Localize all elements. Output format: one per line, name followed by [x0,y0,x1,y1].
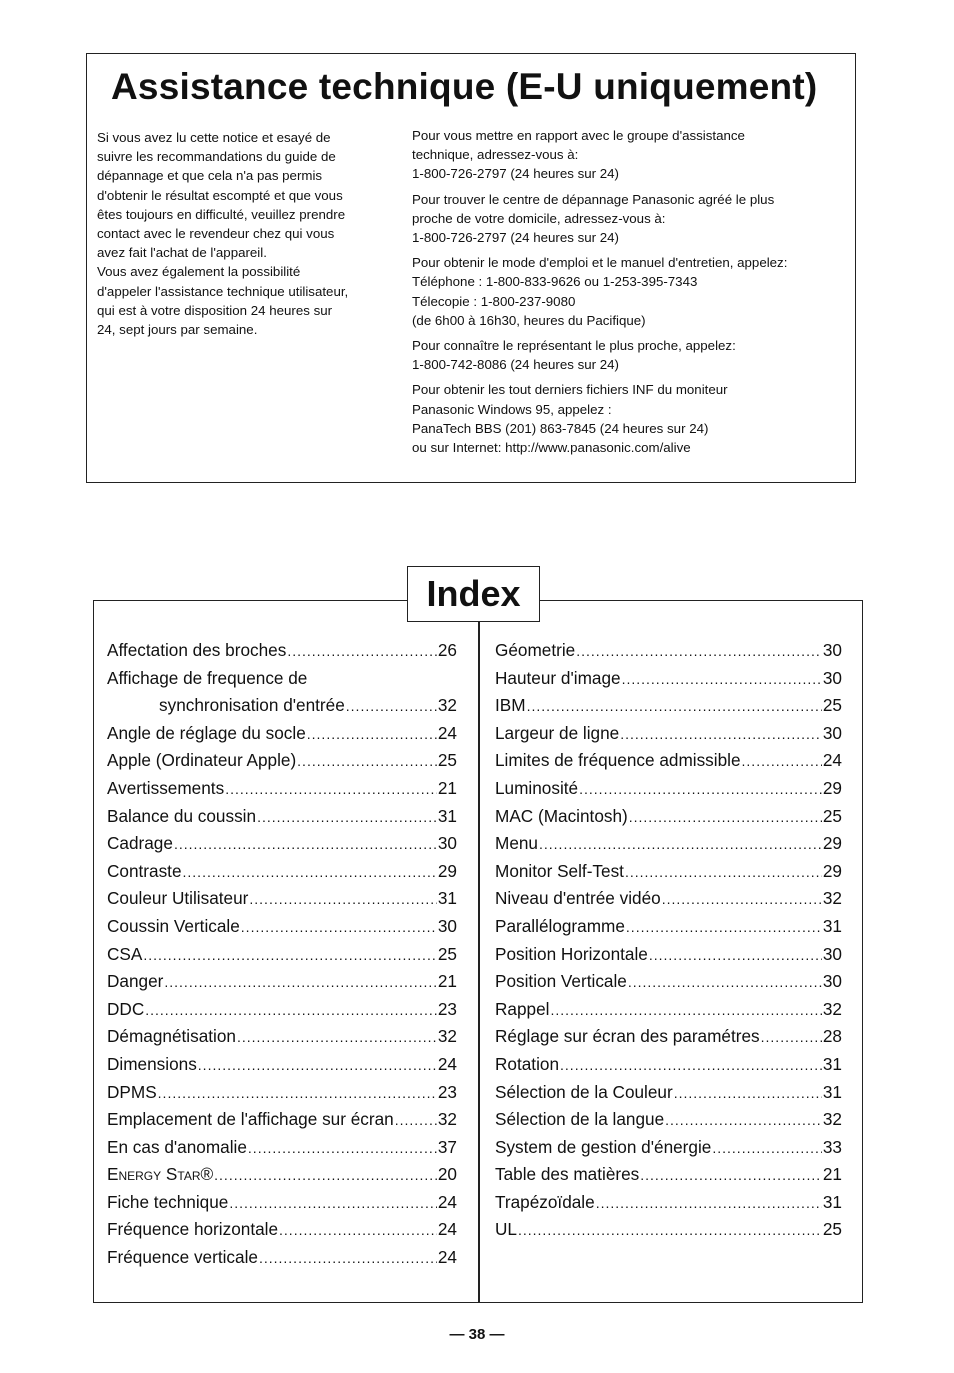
index-entry [107,941,457,969]
index-right-column [495,637,842,1244]
index-entry-leader [560,1052,822,1080]
index-entry-label: Angle de réglage du socle [107,722,306,743]
index-entry [495,941,842,969]
contact-line: Pour connaître le représentant le plus proche, appelez: [412,338,736,354]
index-entry-leader [237,1024,437,1052]
index-entry [107,775,457,803]
index-entry-label: synchronisation d'entrée [159,695,345,716]
support-left-line: Si vous avez lu cette notice et esayé de [97,130,331,145]
index-entry-leader [625,859,822,887]
index-entry-label: Energy Star® [107,1164,214,1185]
index-entry-label: Limites de fréquence admissible [495,750,741,771]
index-entry [495,637,842,665]
index-entry-page: 24 [437,722,457,743]
index-entry-label: Balance du coussin [107,805,257,826]
index-entry-leader [297,748,437,776]
index-entry-leader [346,693,437,721]
index-entry [107,996,457,1024]
contact-line: technique, adressez-vous à: [412,147,579,163]
index-entry-page: 30 [437,915,457,936]
contact-line: proche de votre domicile, adressez-vous à: [412,210,666,226]
index-entry-page: 24 [437,1219,457,1240]
index-entry-leader [761,1024,822,1052]
support-section [86,53,856,483]
support-left-line: êtes toujours en difficulté, veuillez prendre [97,206,346,222]
index-entry-page: 32 [437,1026,457,1047]
index-entry-label: Danger [107,971,164,992]
index-entry-label: Sélection de la Couleur [495,1081,673,1102]
index-entry-leader [229,1190,437,1218]
index-entry-label: Apple (Ordinateur Apple) [107,750,297,771]
index-entry [495,1079,842,1107]
index-entry [107,830,457,858]
index-entry [495,775,842,803]
contact-block-representative [412,336,852,374]
index-entry-leader [158,1080,437,1108]
contact-block-manuals [412,253,852,330]
contact-line: Pour obtenir le mode d'emploi et le manuel d'entretien, appelez: [412,255,788,271]
index-entry-page: 20 [437,1164,457,1185]
index-entry-leader [576,638,822,666]
index-entry [107,1189,457,1217]
index-entry-leader [626,914,822,942]
support-left-line: d'obtenir le résultat escompté et que vous [97,187,343,203]
contact-bbs: PanaTech BBS (201) 863-7845 (24 heures sur 24) [412,420,709,436]
index-entry-page: 23 [437,1081,457,1102]
contact-line: Pour obtenir les tout derniers fichiers INF du moniteur [412,382,728,398]
index-entry-label: DPMS [107,1081,157,1102]
index-entry [107,665,457,693]
index-entry-leader [596,1190,822,1218]
index-entry-label: Couleur Utilisateur [107,888,249,909]
index-entry-page: 24 [437,1247,457,1268]
contact-phone: 1-800-726-2797 (24 heures sur 24) [412,230,619,246]
index-entry-leader [287,638,437,666]
index-entry-page: 30 [437,833,457,854]
index-entry [107,858,457,886]
index-entry [107,1106,457,1134]
index-entry [107,1134,457,1162]
index-entry [495,747,842,775]
contact-phone: Téléphone : 1-800-833-9626 ou 1-253-395-7343 [412,274,698,290]
index-entry [107,803,457,831]
index-entry-label: CSA [107,943,143,964]
index-entry-label: Sélection de la langue [495,1109,665,1130]
index-entry-page: 31 [822,1191,842,1212]
index-entry-leader [174,831,437,859]
index-entry-leader [579,776,822,804]
index-entry-leader [257,804,437,832]
contact-internet: ou sur Internet: http://www.panasonic.com/alive [412,440,691,456]
index-entry-leader [249,886,436,914]
index-entry-label: Affectation des broches [107,640,287,660]
index-entry-label: Réglage sur écran des paramétres [495,1026,760,1047]
index-entry [495,1023,842,1051]
index-entry-label: Fréquence verticale [107,1247,258,1268]
index-entry [107,1216,457,1244]
support-left-line: Vous avez également la possibilité [97,264,301,280]
column-divider [478,622,480,1302]
index-entry [495,1051,842,1079]
contact-phone: 1-800-726-2797 (24 heures sur 24) [412,166,619,182]
index-entry [107,747,457,775]
index-entry-label: Largeur de ligne [495,722,620,743]
index-entry-leader [622,666,822,694]
index-entry-leader [164,969,437,997]
index-entry-label: Menu [495,833,538,854]
index-entry-page: 31 [822,915,842,936]
index-entry [495,968,842,996]
index-entry-leader [518,1217,822,1245]
index-entry-label: Luminosité [495,777,579,798]
index-entry-page: 29 [822,833,842,854]
index-entry-page: 23 [437,998,457,1019]
index-entry-page: 25 [822,805,842,826]
index-entry-label: Position Verticale [495,971,627,992]
index-entry-page: 24 [437,1053,457,1074]
index-entry-leader [143,942,437,970]
index-entry-label: Parallélogramme [495,915,625,936]
index-entry-page: 25 [822,1219,842,1240]
contact-block-service-center [412,190,852,248]
index-entry-leader [550,997,821,1025]
support-left-line: qui est à votre disposition 24 heures sur [97,302,333,318]
index-entry [495,803,842,831]
index-entry [495,720,842,748]
support-left-line: avez fait l'achat de l'appareil. [97,245,267,261]
index-entry-label: DDC [107,998,145,1019]
index-entry-leader [662,886,822,914]
index-entry-page: 31 [437,888,457,909]
index-entry-label: Fiche technique [107,1191,229,1212]
support-left-line: suivre les recommandations du guide de [97,149,336,165]
index-entry [495,1189,842,1217]
index-left-column [107,637,457,1272]
index-entry-label: Contraste [107,860,182,881]
index-entry-label: Emplacement de l'affichage sur écran [107,1109,394,1130]
index-entry-leader [241,914,437,942]
page-number: — 38 — [449,1326,505,1343]
support-left-line: dépannage et que cela n'a pas permis [97,168,323,184]
index-entry-page: 30 [822,640,842,660]
index-entry-leader [628,969,822,997]
index-entry-page: 32 [437,1109,457,1130]
index-entry [495,830,842,858]
index-entry [107,968,457,996]
index-entry [495,885,842,913]
index-entry-leader [665,1107,822,1135]
index-entry-label: Dimensions [107,1053,197,1074]
index-entry-label: En cas d'anomalie [107,1136,247,1157]
index-entry-page: 21 [822,1164,842,1185]
index-entry-page: 32 [822,1109,842,1130]
index-entry-page: 29 [822,777,842,798]
index-entry-label: IBM [495,695,526,716]
support-left-line: 24, sept jours par semaine. [97,322,258,338]
index-entry-page: 30 [822,943,842,964]
contact-phone: 1-800-742-8086 (24 heures sur 24) [412,357,619,373]
index-entry-label: Monitor Self-Test [495,860,624,881]
index-entry [495,1216,842,1244]
index-entry [495,665,842,693]
index-entry-label: Démagnétisation [107,1026,236,1047]
support-left-line: contact avec le revendeur chez qui vous [97,226,335,242]
index-entry-leader [145,997,437,1025]
index-entry [495,996,842,1024]
index-entry-page: 28 [822,1026,842,1047]
index-entry-leader [248,1135,437,1163]
index-entry-leader [712,1135,822,1163]
index-entry-leader [225,776,437,804]
index-entry-page: 26 [437,640,457,660]
index-entry-label: Avertissements [107,777,225,798]
index-entry [107,637,457,665]
index-entry-page: 32 [822,998,842,1019]
index-entry-leader [527,693,822,721]
index-entry-page: 24 [437,1191,457,1212]
index-title: Index [407,566,540,622]
index-entry [107,720,457,748]
index-entry-page: 25 [437,943,457,964]
index-entry [495,1106,842,1134]
index-entry [107,1161,457,1189]
index-entry-page: 24 [822,750,842,771]
index-entry-label: Affichage de frequence de [107,667,308,688]
index-entry-leader [183,859,437,887]
index-entry-label: Trapézoïdale [495,1191,595,1212]
index-entry-leader [214,1162,437,1190]
index-entry-page: 30 [822,971,842,992]
index-entry-page: 29 [822,860,842,881]
index-entry-page: 29 [437,860,457,881]
index-entry-leader [742,748,822,776]
index-entry-leader [640,1162,822,1190]
index-entry [107,1079,457,1107]
index-entry-label: Position Horizontale [495,943,648,964]
index-entry-leader [395,1107,437,1135]
index-entry-page: 30 [822,667,842,688]
index-entry-label: Hauteur d'image [495,667,621,688]
index-entry-page: 25 [822,695,842,716]
support-right-column [412,126,852,463]
index-entry-leader [649,942,822,970]
index-entry-label: Coussin Verticale [107,915,240,936]
index-entry-label: Cadrage [107,833,173,854]
index-entry-page: 21 [437,777,457,798]
index-entry [107,692,457,720]
index-entry-page: 31 [822,1081,842,1102]
contact-hours: (de 6h00 à 16h30, heures du Pacifique) [412,312,646,328]
support-title: Assistance technique (E-U uniquement) [111,66,818,107]
index-entry-page: 37 [437,1136,457,1157]
contact-fax: Télecopie : 1-800-237-9080 [412,293,576,309]
index-entry-label: Rappel [495,998,550,1019]
index-entry [495,913,842,941]
index-entry-label: Rotation [495,1053,560,1074]
index-entry [107,1023,457,1051]
index-entry-leader [674,1080,822,1108]
index-entry-page: 30 [822,722,842,743]
index-entry-label: Fréquence horizontale [107,1219,279,1240]
index-entry [495,858,842,886]
index-entry-page: 21 [437,971,457,992]
index-entry-label: Géometrie [495,640,576,660]
index-entry [107,1051,457,1079]
index-entry [107,913,457,941]
index-entry-page: 25 [437,750,457,771]
contact-line: Pour trouver le centre de dépannage Panasonic agréé le plus [412,191,775,207]
index-entry [495,692,842,720]
index-entry-label: MAC (Macintosh) [495,805,628,826]
support-left-column [97,128,392,339]
index-entry-page: 32 [437,695,457,716]
contact-block-inf-files [412,380,852,457]
contact-line: Pour vous mettre en rapport avec le groupe d'assistance [412,128,745,143]
contact-line: Panasonic Windows 95, appelez : [412,401,612,417]
index-entry-label: UL [495,1219,517,1240]
index-entry-page: 31 [437,805,457,826]
contact-block-support [412,126,852,184]
index-entry-page: 33 [822,1136,842,1157]
support-left-line: d'appeler l'assistance technique utilisateur, [97,283,349,299]
index-entry-leader [279,1217,437,1245]
index-entry [107,1244,457,1272]
index-entry-page: 32 [822,888,842,909]
index-entry-leader [620,721,822,749]
index-entry [107,885,457,913]
index-entry-label: System de gestion d'énergie [495,1136,712,1157]
index-entry-label: Table des matières [495,1164,640,1185]
index-entry-leader [259,1245,437,1273]
index-entry [495,1134,842,1162]
index-entry-leader [198,1052,437,1080]
index-entry-leader [539,831,822,859]
index-entry-page: 31 [822,1053,842,1074]
index-entry-label: Niveau d'entrée vidéo [495,888,661,909]
index-entry-leader [307,721,437,749]
index-entry [495,1161,842,1189]
index-entry-leader [629,804,822,832]
